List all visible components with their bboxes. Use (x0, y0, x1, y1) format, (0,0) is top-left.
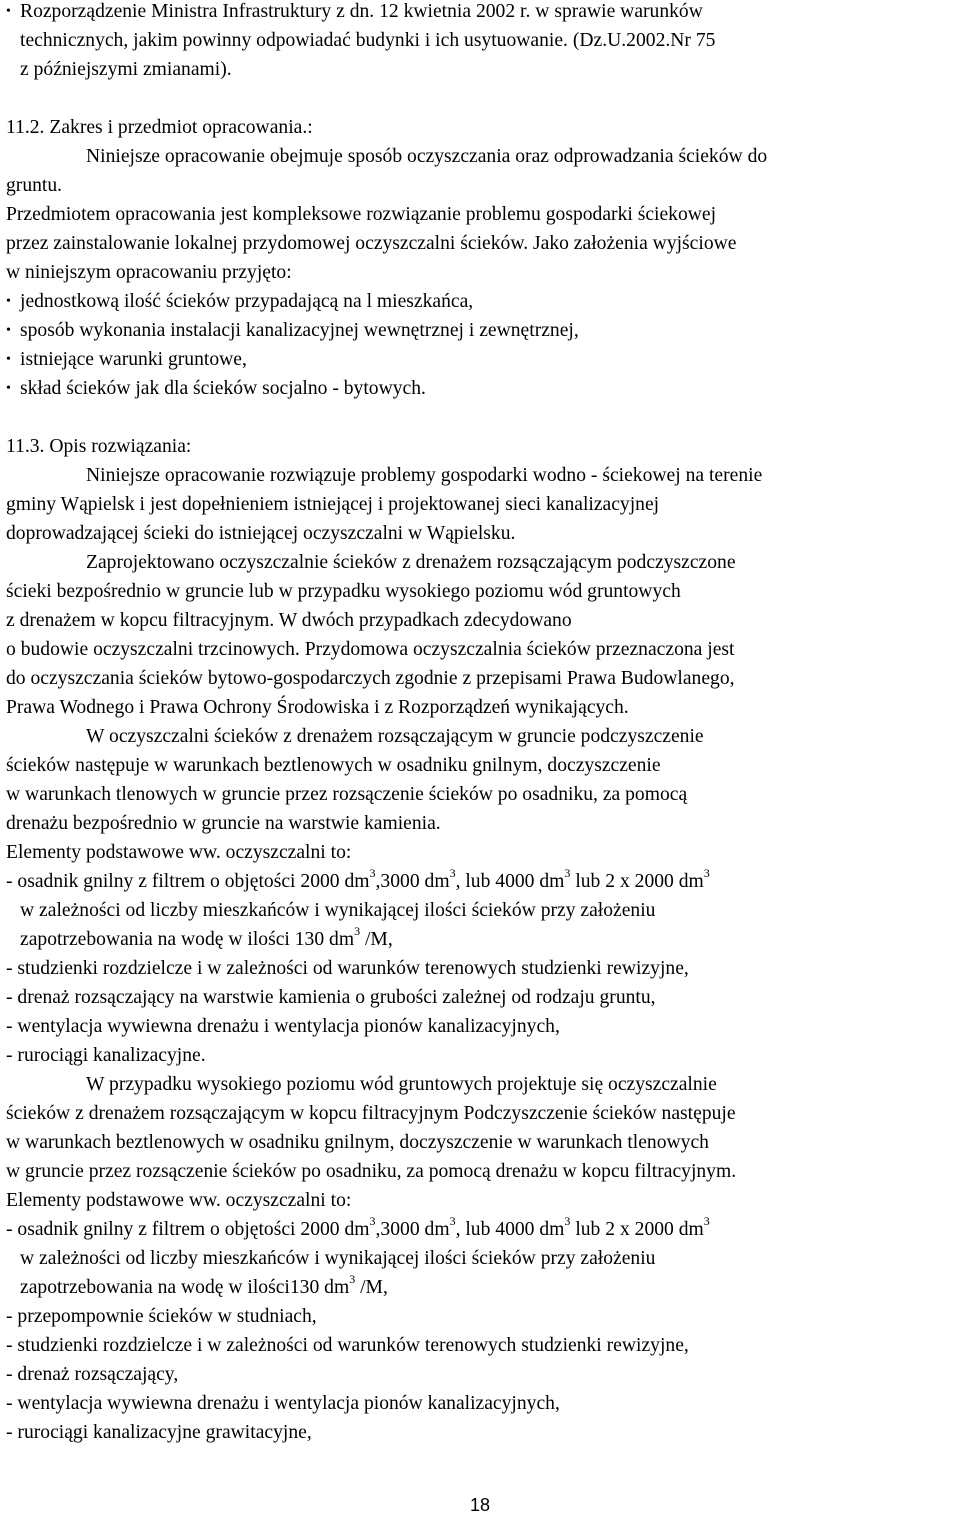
superscript: 3 (703, 1214, 710, 1229)
list-item: - osadnik gnilny z filtrem o objętości 2000 $dm^3,3000$ $dm^3$, lub 4000 $dm^3$ lub 2 x 2000 $dm^3$ (6, 866, 710, 892)
paragraph-line: w gruncie przez rozsączenie ścieków po osadniku, za pomocą drenażu w kopcu filtracyjnym. (6, 1161, 737, 1182)
section-heading-11-3: 11.3. Opis rozwiązania: (6, 436, 192, 457)
page-number: 18 (469, 1495, 491, 1515)
list-item: - drenaż rozsączający, (6, 1364, 179, 1385)
superscript: 3 (564, 1214, 571, 1229)
paragraph-line: z drenażem w kopcu filtracyjnym. W dwóch przypadkach zdecydowano (6, 610, 572, 631)
paragraph-line: doprowadzającej ścieki do istniejącej oczyszczalni w Wąpielsku. (6, 523, 516, 544)
list-item: - osadnik gnilny z filtrem o objętości 2000 $dm^3,3000$ $dm^3$, lub 4000 $dm^3$ lub 2 x 2000 $dm^3$ (6, 1214, 710, 1240)
paragraph-line: ścieków następuje w warunkach beztlenowych w osadniku gnilnym, doczyszczenie (6, 755, 661, 776)
list-item: - rurociągi kanalizacyjne. (6, 1045, 206, 1066)
paragraph-line: Zaprojektowano oczyszczalnie ścieków z drenażem rozsączającym podczyszczone (86, 552, 736, 573)
list-item: - drenaż rozsączający na warstwie kamienia o grubości zależnej od rodzaju gruntu, (6, 987, 656, 1008)
superscript: 3 (369, 866, 376, 881)
paragraph-line: Prawa Wodnego i Prawa Ochrony Środowiska i z Rozporządzeń wynikających. (6, 697, 629, 718)
bullet-icon: • (6, 323, 11, 338)
paragraph-line: do oczyszczania ścieków bytowo-gospodarczych zgodnie z przepisami Prawa Budowlanego, (6, 668, 735, 689)
paragraph-line: ścieków z drenażem rozsączającym w kopcu filtracyjnym Podczyszczenie ścieków następuje (6, 1103, 736, 1124)
superscript: 3 (449, 866, 456, 881)
paragraph-line: W przypadku wysokiego poziomu wód gruntowych projektuje się oczyszczalnie (86, 1074, 717, 1095)
paragraph-line: ścieki bezpośrednio w gruncie lub w przypadku wysokiego poziomu wód gruntowych (6, 581, 681, 602)
list-item: • sposób wykonania instalacji kanalizacyjnej wewnętrznej i zewnętrznej, (6, 320, 579, 341)
superscript: 3 (703, 866, 710, 881)
intro-line-3: z późniejszymi zmianami). (20, 59, 232, 80)
superscript: 3 (369, 1214, 376, 1229)
list-item: • istniejące warunki gruntowe, (6, 349, 247, 370)
paragraph-line: Niniejsze opracowanie obejmuje sposób oczyszczania oraz odprowadzania ścieków do (86, 146, 768, 167)
paragraph-line: o budowie oczyszczalni trzcinowych. Przydomowa oczyszczalnia ścieków przeznaczona jest (6, 639, 735, 660)
paragraph-line: gruntu. (6, 175, 63, 196)
list-item: - wentylacja wywiewna drenażu i wentylacja pionów kanalizacyjnych, (6, 1016, 560, 1037)
list-item: - studzienki rozdzielcze i w zależności od warunków terenowych studzienki rewizyjne, (6, 1335, 689, 1356)
list-item-continuation: zapotrzebowania na wodę w ilości 130 $dm^3$ /M, (20, 924, 393, 950)
paragraph-line: W oczyszczalni ścieków z drenażem rozsączającym w gruncie podczyszczenie (86, 726, 704, 747)
paragraph-line: drenażu bezpośrednio w gruncie na warstwie kamienia. (6, 813, 441, 834)
list-item: • jednostkową ilość ścieków przypadającą na l mieszkańca, (6, 291, 474, 312)
bullet-icon: • (6, 294, 11, 309)
section-heading-11-2: 11.2. Zakres i przedmiot opracowania.: (6, 117, 313, 138)
intro-text: Rozporządzenie Ministra Infrastruktury z dn. 12 kwietnia 2002 r. w sprawie warunków (20, 1, 703, 22)
paragraph-line: Przedmiotem opracowania jest kompleksowe rozwiązanie problemu gospodarki ściekowej (6, 204, 717, 225)
intro-line-2: technicznych, jakim powinny odpowiadać budynki i ich usytuowanie. (Dz.U.2002.Nr 75 (20, 30, 716, 51)
bullet-icon: • (6, 381, 11, 396)
list-item: - rurociągi kanalizacyjne grawitacyjne, (6, 1422, 312, 1443)
paragraph-line: w warunkach beztlenowych w osadniku gnilnym, doczyszczenie w warunkach tlenowych (6, 1132, 709, 1153)
intro-line-1 (6, 0, 703, 24)
bullet-icon: • (6, 352, 11, 367)
superscript: 3 (564, 866, 571, 881)
paragraph-line: Niniejsze opracowanie rozwiązuje problemy gospodarki wodno - ściekowej na terenie (86, 465, 763, 486)
list-item-continuation: w zależności od liczby mieszkańców i wynikającej ilości ścieków przy założeniu (20, 900, 656, 921)
list-item: • skład ścieków jak dla ścieków socjalno - bytowych. (6, 378, 426, 399)
paragraph-line: w warunkach tlenowych w gruncie przez rozsączenie ścieków po osadniku, za pomocą (6, 784, 688, 805)
paragraph-line: w niniejszym opracowaniu przyjęto: (6, 262, 292, 283)
list-item: - wentylacja wywiewna drenażu i wentylacja pionów kanalizacyjnych, (6, 1393, 560, 1414)
superscript: 3 (354, 924, 361, 939)
list-item-continuation: zapotrzebowania na wodę w ilości130 $dm^3$ /M, (20, 1272, 388, 1298)
superscript: 3 (449, 1214, 456, 1229)
bullet-icon: • (6, 4, 11, 19)
elements-title: Elementy podstawowe ww. oczyszczalni to: (6, 842, 352, 863)
list-item-continuation: w zależności od liczby mieszkańców i wynikającej ilości ścieków przy założeniu (20, 1248, 656, 1269)
superscript: 3 (349, 1272, 356, 1287)
paragraph-line: gminy Wąpielsk i jest dopełnieniem istniejącej i projektowanej sieci kanalizacyjnej (6, 494, 660, 515)
list-item: - przepompownie ścieków w studniach, (6, 1306, 317, 1327)
paragraph-line: przez zainstalowanie lokalnej przydomowej oczyszczalni ścieków. Jako założenia wyjściowe (6, 233, 737, 254)
elements-title: Elementy podstawowe ww. oczyszczalni to: (6, 1190, 352, 1211)
list-item: - studzienki rozdzielcze i w zależności od warunków terenowych studzienki rewizyjne, (6, 958, 689, 979)
